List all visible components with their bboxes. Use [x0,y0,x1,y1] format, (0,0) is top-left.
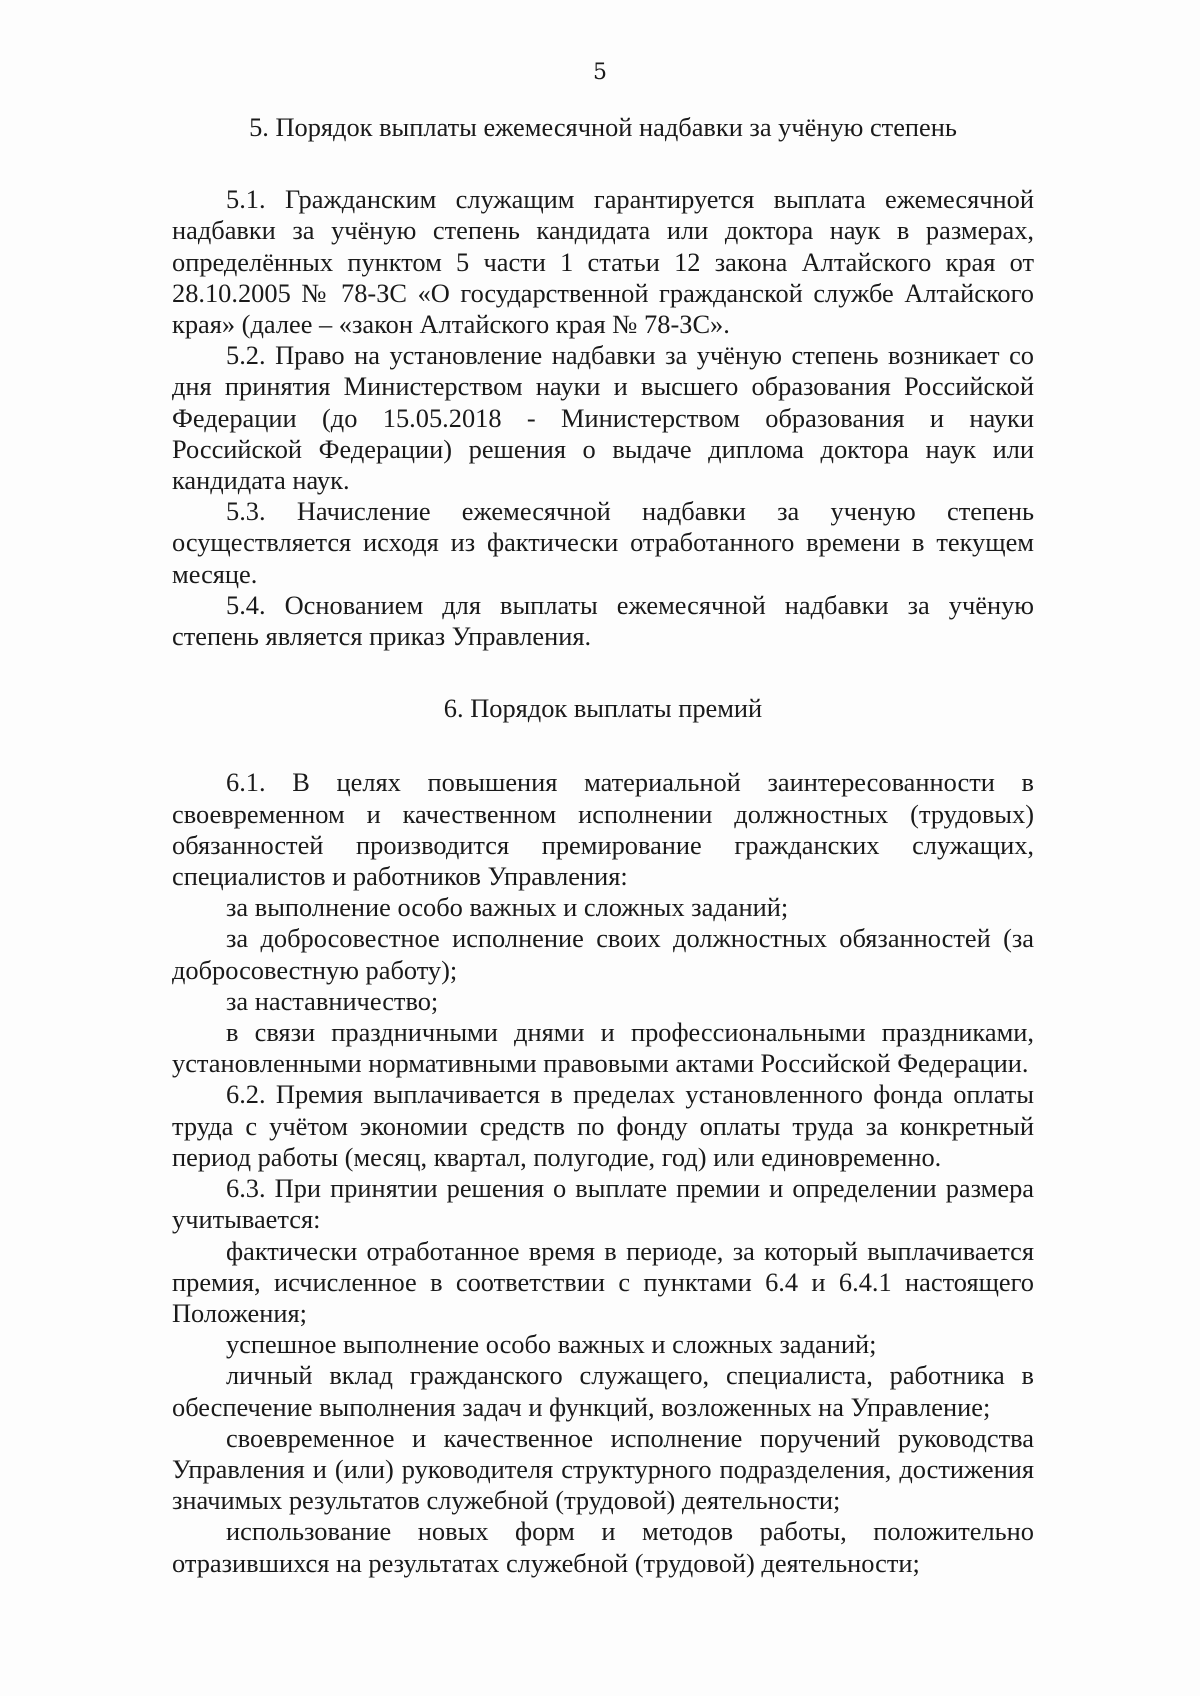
paragraph-6-1: 6.1. В целях повышения материальной заинтересованности в своевременном и качественном исполнении должностных (трудовых) обязанностей производится премирование гражданских служащих, специалистов и работников Управления: [172,767,1034,892]
paragraph-5-1: 5.1. Гражданским служащим гарантируется выплата ежемесячной надбавки за учёную степень кандидата или доктора наук в размерах, определённых пунктом 5 части 1 статьи 12 закона Алтайского края от 28.10.2005 № 78-ЗС «О государственной гражданской службе Алтайского края» (далее – «закон Алтайского края № 78-ЗС». [172,184,1034,340]
list-item-successful-tasks: успешное выполнение особо важных и сложных заданий; [226,1329,877,1360]
list-item-conscientious-work: за добросовестное исполнение своих должностных обязанностей (за добросовестную работу); [172,923,1034,985]
page-number: 5 [593,60,607,85]
document-body [172,112,1034,1579]
list-item-holidays: в связи праздничными днями и профессиональными праздниками, установленными нормативными правовыми актами Российской Федерации. [172,1017,1034,1079]
list-item-worked-time: фактически отработанное время в периоде, за который выплачивается премия, исчисленное в соответствии с пунктами 6.4 и 6.4.1 настоящего Положения; [172,1235,1034,1328]
list-item-personal-contribution: личный вклад гражданского служащего, специалиста, работника в обеспечение выполнения задач и функций, возложенных на Управление; [172,1360,1034,1422]
list-item-important-tasks: за выполнение особо важных и сложных заданий; [226,892,789,923]
list-item-mentoring: за наставничество; [226,985,439,1016]
section-5-heading: 5. Порядок выплаты ежемесячной надбавки за учёную степень [249,112,957,142]
section-6-heading: 6. Порядок выплаты премий [443,693,763,724]
paragraph-6-3: 6.3. При принятии решения о выплате премии и определении размера учитывается: [172,1173,1034,1235]
list-item-new-methods: использование новых форм и методов работы, положительно отразившихся на результатах служебной (трудовой) деятельности; [172,1516,1034,1578]
paragraph-5-3: 5.3. Начисление ежемесячной надбавки за ученую степень осуществляется исходя из фактически отработанного времени в текущем месяце. [172,496,1034,589]
paragraph-5-2: 5.2. Право на установление надбавки за учёную степень возникает со дня принятия Министерством науки и высшего образования Российской Федерации (до 15.05.2018 - Министерством образования и науки Российской Федерации) решения о выдаче диплома доктора наук или кандидата наук. [172,340,1034,496]
paragraph-5-4: 5.4. Основанием для выплаты ежемесячной надбавки за учёную степень является приказ Управления. [172,589,1034,652]
paragraph-6-2: 6.2. Премия выплачивается в пределах установленного фонда оплаты труда с учётом экономии средств по фонду оплаты труда за конкретный период работы (месяц, квартал, полугодие, год) или единовременно. [172,1079,1034,1172]
list-item-timely-execution: своевременное и качественное исполнение поручений руководства Управления и (или) руководителя структурного подразделения, достижения значимых результатов служебной (трудовой) деятельности; [172,1422,1034,1516]
